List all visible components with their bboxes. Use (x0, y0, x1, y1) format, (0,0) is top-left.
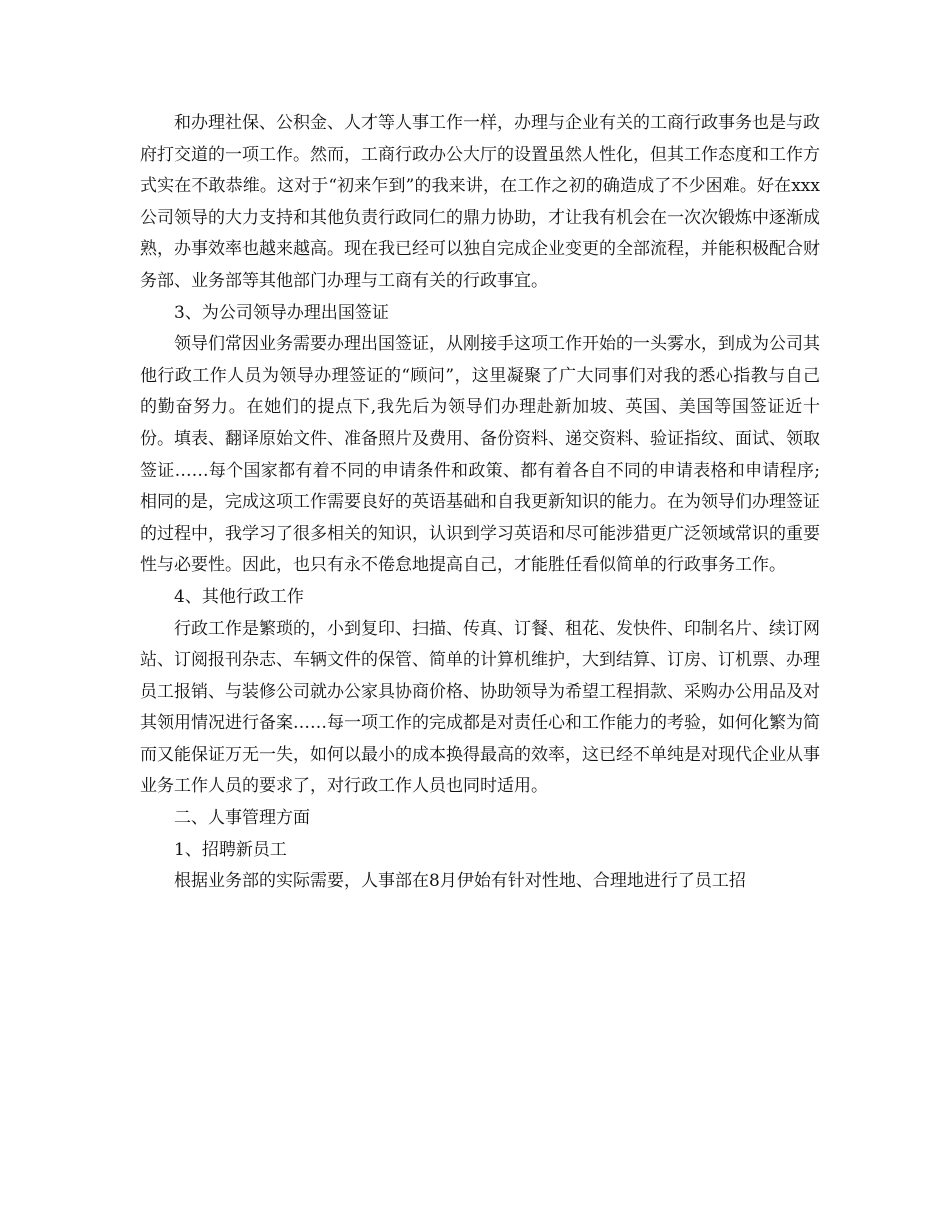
heading-hr-management: 二、人事管理方面 (174, 808, 310, 829)
paragraph-business-affairs: 和办理社保、公积金、人才等人事工作一样，办理与企业有关的工商行政事务也是与政府打交道的一项工作。然而，工商行政办公大厅的设置虽然人性化，但其工作态度和工作方式实在不敢恭维。这对于“初来乍到”的我来讲，在工作之初的确造成了不少困难。好在xxx公司领导的大力支持和其他负责行政同仁的鼎力协助，才让我有机会在一次次锻炼中逐渐成熟，办事效率也越来越高。现在我已经可以独自完成企业变更的全部流程，并能积极配合财务部、业务部等其他部门办理与工商有关的行政事宜。 (140, 113, 820, 291)
heading-recruit-new-staff: 1、招聘新员工 (174, 839, 287, 860)
paragraph-other-admin-work: 行政工作是繁琐的，小到复印、扫描、传真、订餐、租花、发快件、印制名片、续订网站、订阅报刊杂志、车辆文件的保管、简单的计算机维护，大到结算、订房、订机票、办理员工报销、与装修公司就办公家具协商价格、协助领导为希望工程捐款、采购办公用品及对其领用情况进行备案……每一项工作的完成都是对责任心和工作能力的考验，如何化繁为简而又能保证万无一失，如何以最小的成本换得最高的效率，这已经不单纯是对现代企业从事业务工作人员的要求了，对行政工作人员也同时适用。 (140, 618, 820, 797)
heading-other-admin-work: 4、其他行政工作 (174, 586, 304, 607)
paragraph-recruitment: 根据业务部的实际需要，人事部在8月伊始有针对性地、合理地进行了员工招 (174, 871, 746, 892)
document-page (140, 108, 820, 898)
paragraph-visa-processing: 领导们常因业务需要办理出国签证，从刚接手这项工作开始的一头雾水，到成为公司其他行政工作人员为领导办理签证的“顾问”，这里凝聚了广大同事们对我的悉心指教与自己的勤奋努力。在她们的提点下,我先后为领导们办理赴新加坡、英国、美国等国签证近十份。填表、翻译原始文件、准备照片及费用、备份资料、递交资料、验证指纹、面试、领取签证……每个国家都有着不同的申请条件和政策、都有着各自不同的申请表格和申请程序;相同的是，完成这项工作需要良好的英语基础和自我更新知识的能力。在为领导们办理签证的过程中，我学习了很多相关的知识，认识到学习英语和尽可能涉猎更广泛领域常识的重要性与必要性。因此，也只有永不倦怠地提高自己，才能胜任看似简单的行政事务工作。 (140, 334, 820, 576)
heading-visa-processing: 3、为公司领导办理出国签证 (174, 302, 389, 323)
